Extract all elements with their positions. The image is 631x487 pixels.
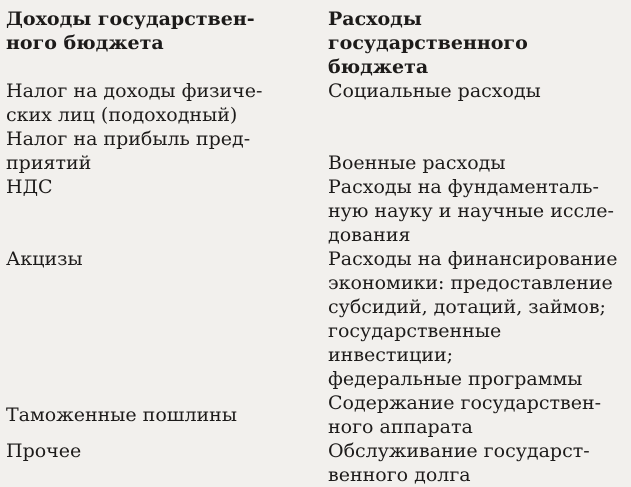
income-cell: Таможенные пошлины: [6, 404, 237, 426]
table-row: [6, 247, 625, 391]
table-row: [6, 79, 625, 127]
table-body: [6, 79, 625, 487]
income-cell: НДС: [6, 176, 53, 198]
table-row: [6, 439, 625, 487]
expense-cell: Расходы на фундаменталь- ную науку и научные иссле- дования: [328, 176, 614, 246]
budget-table: [6, 7, 625, 487]
table-row: [6, 175, 625, 247]
expense-column-header: Расходы государственного бюджета: [328, 8, 528, 78]
expense-cell: Расходы на финансирование экономики: предоставление субсидий, дотаций, займов; государственные инвестиции; федеральные программы: [328, 248, 618, 390]
income-cell: Налог на доходы физиче- ских лиц (подоходный): [6, 80, 263, 126]
income-cell: Прочее: [6, 440, 82, 462]
expense-cell: Содержание государствен- ного аппарата: [328, 392, 602, 438]
expense-cell: Военные расходы: [328, 152, 506, 174]
table-header: [6, 7, 625, 79]
income-column-header: Доходы государствен- ного бюджета: [6, 8, 255, 54]
header-row: [6, 7, 625, 79]
table-row: [6, 127, 625, 175]
expense-cell: Обслуживание государст- венного долга: [328, 440, 590, 486]
income-cell: Акцизы: [6, 248, 83, 270]
expense-cell: Социальные расходы: [328, 80, 541, 102]
income-cell: Налог на прибыль пред- приятий: [6, 128, 251, 174]
